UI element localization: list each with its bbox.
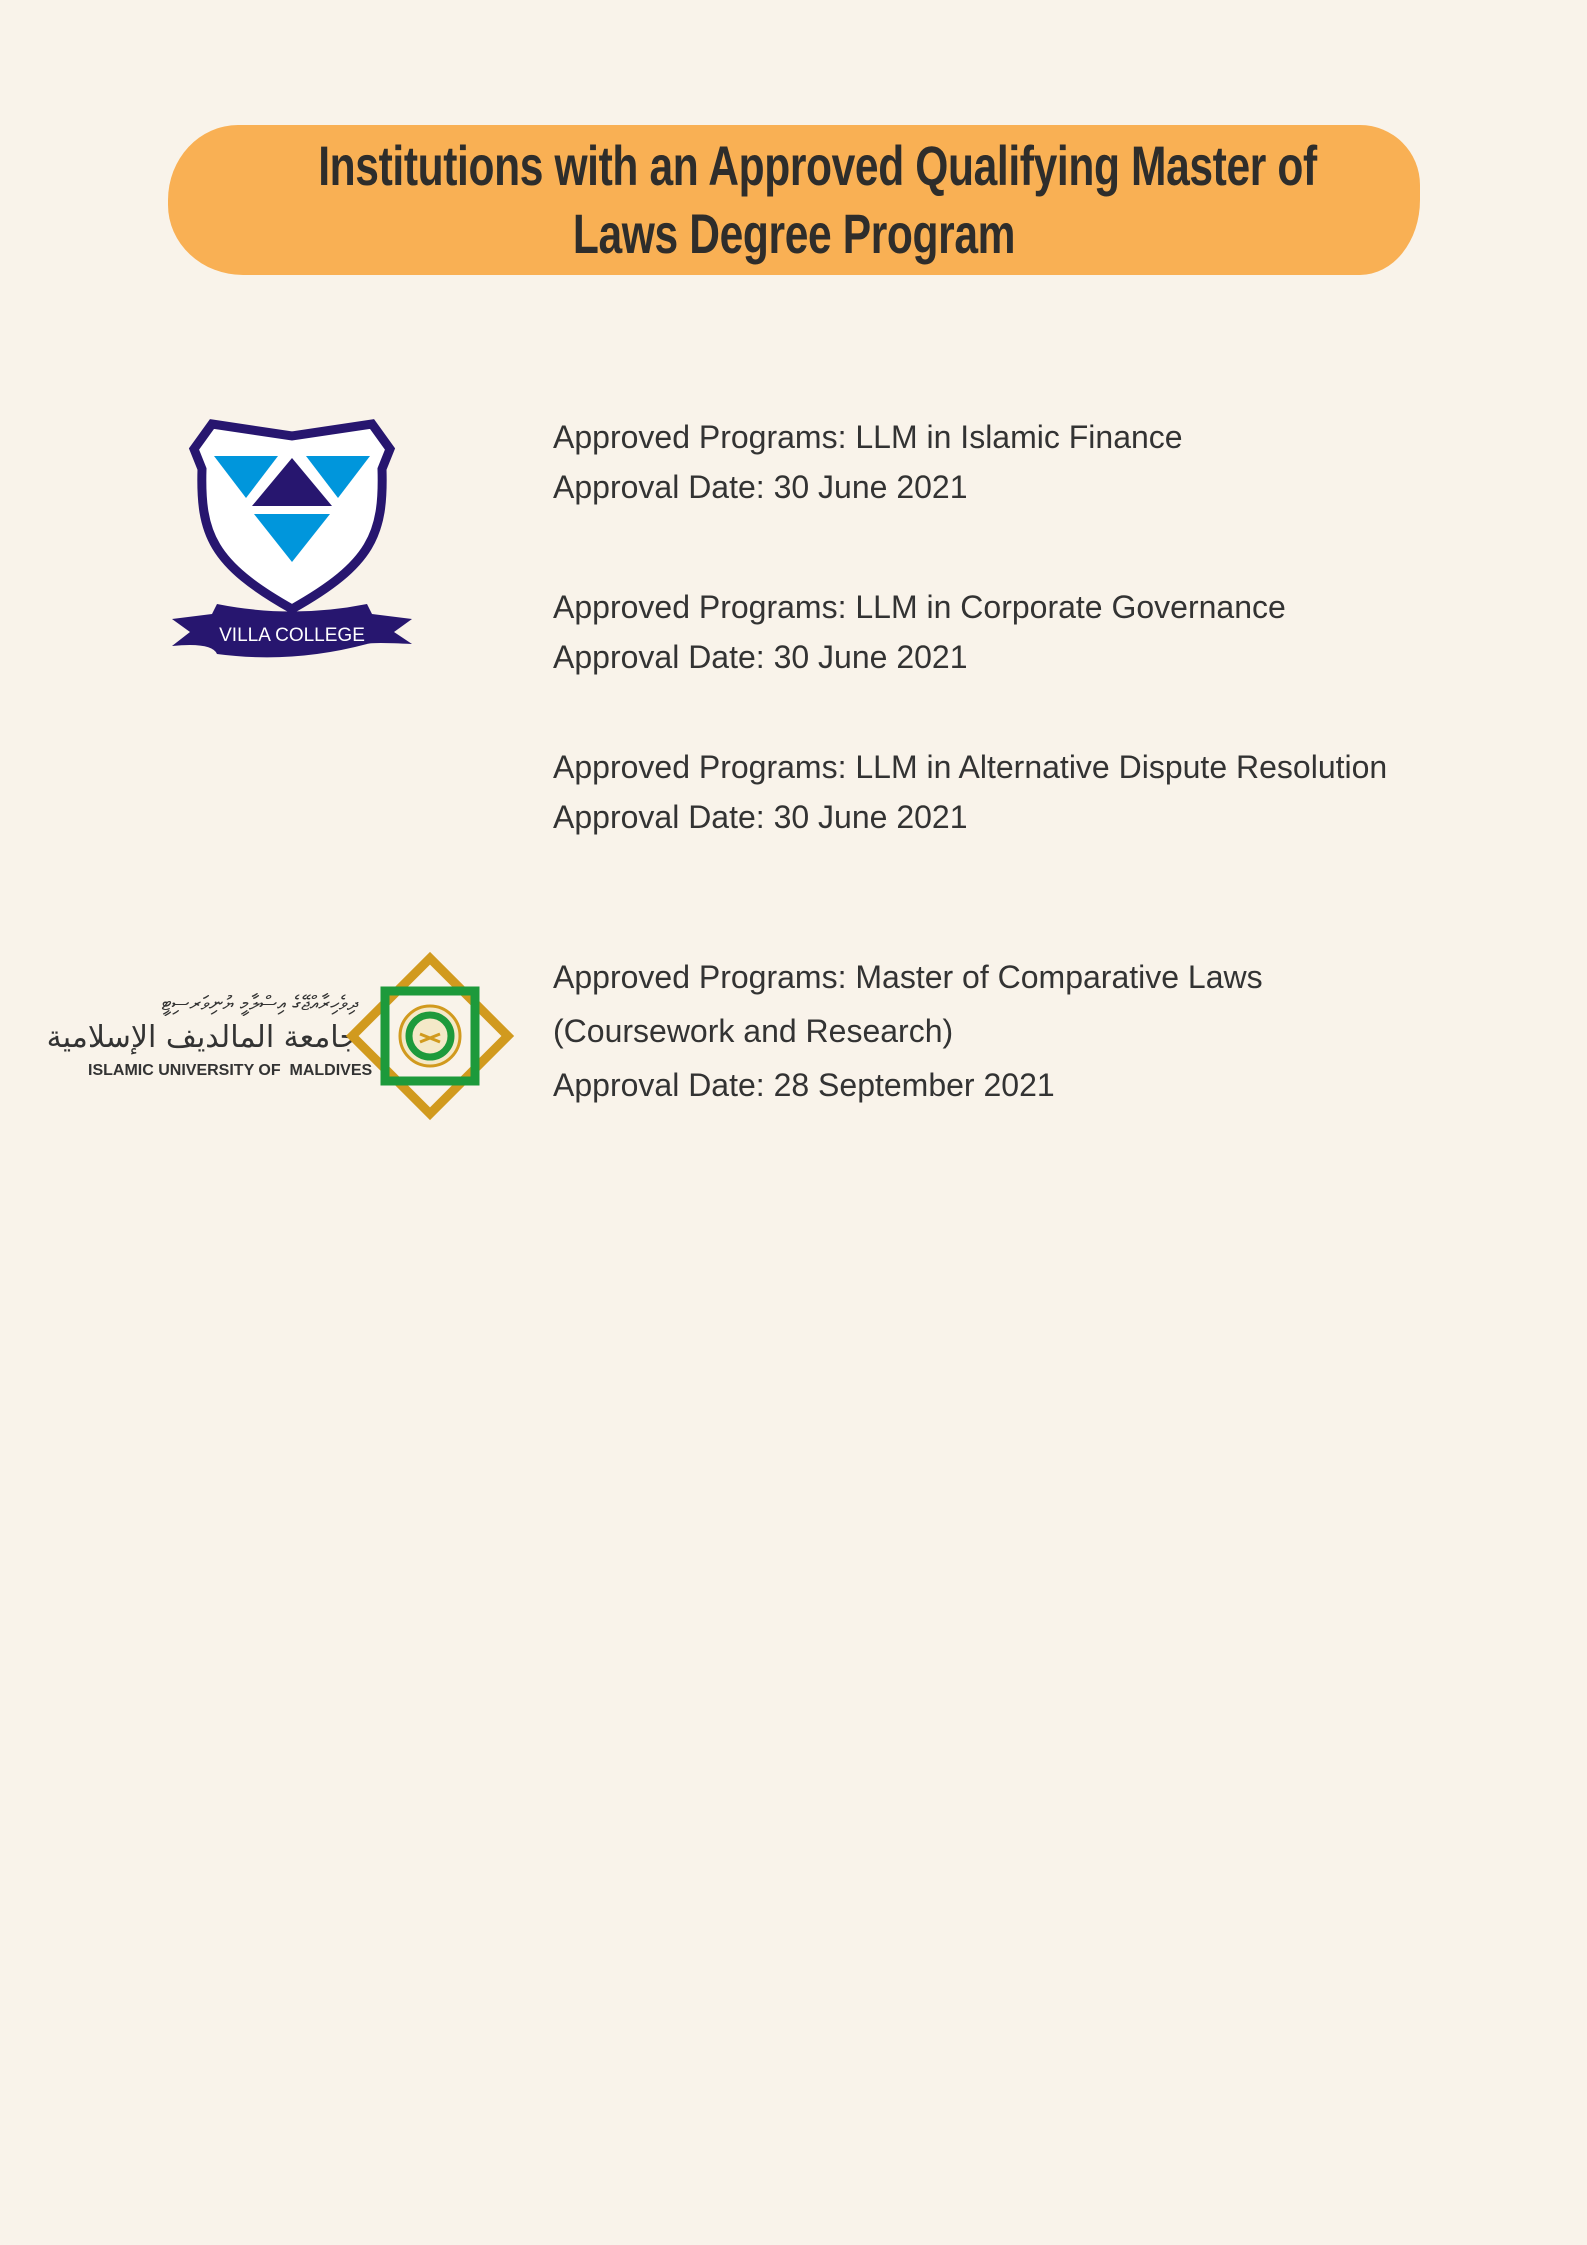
islamic-university-of-maldives-logo (46, 972, 498, 1100)
program-entry (553, 950, 1263, 1112)
approval-date: Approval Date: 30 June 2021 (553, 469, 968, 505)
villa-college-logo-text: VILLA COLLEGE (219, 625, 365, 646)
svg-text:ދިވެހިރާއްޖޭގެ އިސްލާމީ ޔުނިވަ: ދިވެހިރާއްޖޭގެ އިސްލާމީ ޔުނިވަރސިޓީ (161, 991, 358, 1015)
page-title (168, 132, 1420, 268)
approval-date: Approval Date: 30 June 2021 (553, 639, 968, 675)
program-name: Approved Programs: LLM in Islamic Finance (553, 419, 1183, 455)
approval-date: Approval Date: 28 September 2021 (553, 1067, 1055, 1103)
page-title-line-2: Laws Degree Program (572, 202, 1016, 265)
page-title-line-1: Institutions with an Approved Qualifying Master of (318, 134, 1317, 197)
program-name-continued: (Coursework and Research) (553, 1013, 954, 1049)
program-name: Approved Programs: LLM in Alternative Dispute Resolution (553, 749, 1388, 785)
logo-arabic-text: جامعة المالديف الإسلامية (46, 1020, 358, 1055)
program-entry (553, 742, 1387, 842)
program-entry (553, 412, 1183, 512)
program-entry (553, 582, 1286, 682)
logo-english-text: ISLAMIC UNIVERSITY OF MALDIVES (88, 1062, 373, 1079)
program-name: Approved Programs: LLM in Corporate Governance (553, 589, 1286, 625)
approval-date: Approval Date: 30 June 2021 (553, 799, 968, 835)
program-name: Approved Programs: Master of Comparative Laws (553, 959, 1263, 995)
villa-college-logo (172, 414, 412, 664)
